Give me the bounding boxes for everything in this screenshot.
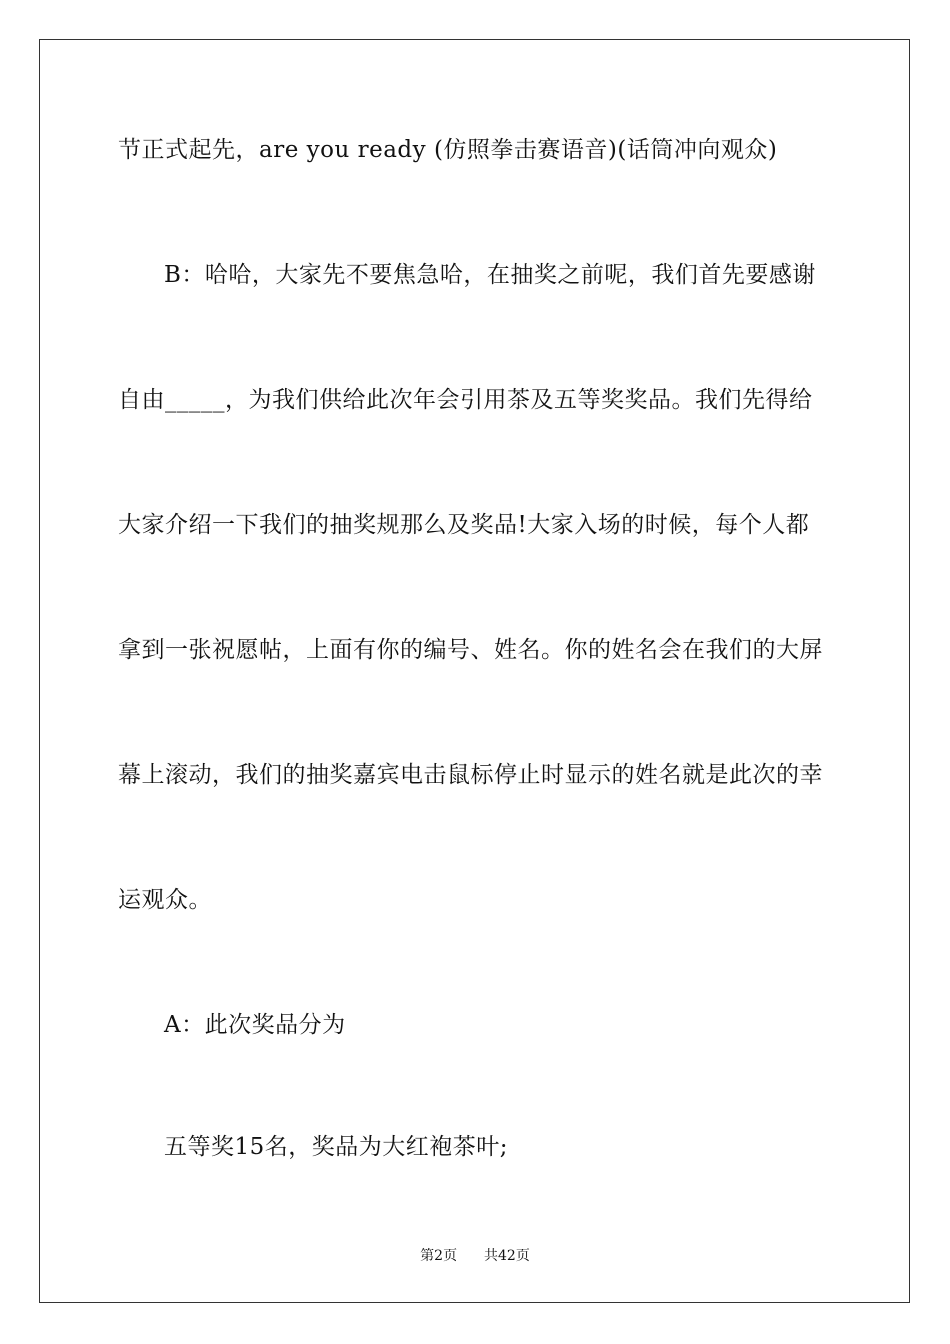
paragraph-line: 节正式起先，are you ready (仿照拳击赛语音)(话筒冲向观众) xyxy=(118,137,778,163)
page-footer xyxy=(0,1246,950,1266)
paragraph-line: 运观众。 xyxy=(118,887,212,913)
paragraph-line: 大家介绍一下我们的抽奖规那么及奖品!大家入场的时候，每个人都 xyxy=(118,512,810,538)
page-border xyxy=(39,39,910,1303)
page-total: 共42页 xyxy=(484,1248,530,1264)
paragraph-line: B：哈哈，大家先不要焦急哈，在抽奖之前呢，我们首先要感谢 xyxy=(164,262,816,288)
paragraph-line: 自由_____，为我们供给此次年会引用茶及五等奖奖品。我们先得给 xyxy=(118,387,813,413)
paragraph-line: 五等奖15名，奖品为大红袍茶叶; xyxy=(164,1134,509,1160)
paragraph-line: A：此次奖品分为 xyxy=(164,1012,346,1038)
page-number: 第2页 xyxy=(420,1248,458,1264)
paragraph-line: 拿到一张祝愿帖，上面有你的编号、姓名。你的姓名会在我们的大屏 xyxy=(118,637,823,663)
paragraph-line: 幕上滚动，我们的抽奖嘉宾电击鼠标停止时显示的姓名就是此次的幸 xyxy=(118,762,823,788)
